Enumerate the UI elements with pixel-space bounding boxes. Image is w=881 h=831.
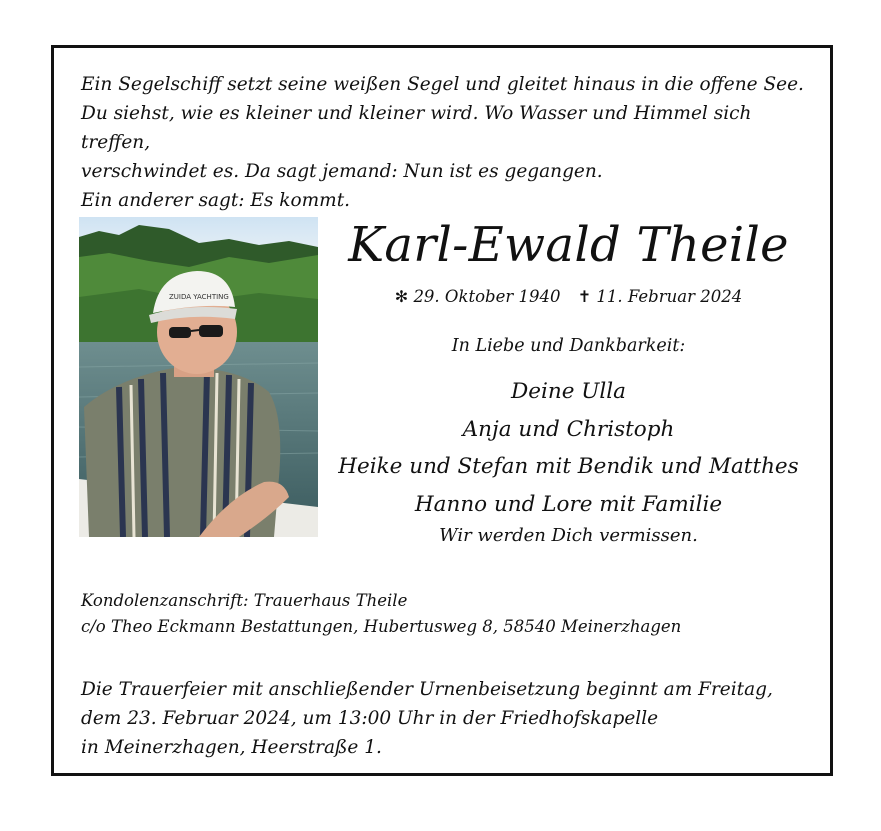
obituary-frame: [51, 45, 833, 776]
death-date: 11. Februar 2024: [596, 287, 743, 306]
poem-line: Ein Segelschiff setzt seine weißen Segel und gleitet hinaus in die offene See.: [81, 74, 804, 95]
condolence-address: [81, 588, 681, 640]
deceased-name: Karl-Ewald Theile: [348, 217, 789, 273]
birth-star-icon: ✻: [394, 287, 409, 306]
family-member: Deine Ulla: [511, 379, 626, 404]
family-list: [336, 373, 801, 523]
poem: [81, 70, 821, 215]
cap-text: ZUIDA YACHTING: [169, 293, 229, 301]
family-member: Heike und Stefan mit Bendik und Matthes: [338, 454, 799, 479]
address-line: c/o Theo Eckmann Bestattungen, Hubertusweg 8, 58540 Meinerzhagen: [81, 617, 682, 636]
address-line: Kondolenzanschrift: Trauerhaus Theile: [81, 591, 408, 610]
service-line: in Meinerzhagen, Heerstraße 1.: [81, 737, 382, 758]
service-line: dem 23. Februar 2024, um 13:00 Uhr in der Friedhofskapelle: [81, 708, 659, 729]
portrait-illustration: [79, 217, 318, 537]
family-member: Hanno und Lore mit Familie: [414, 491, 723, 517]
portrait-photo: [79, 217, 318, 537]
poem-line: Du siehst, wie es kleiner und kleiner wird. Wo Wasser und Himmel sich treffen,: [81, 103, 752, 153]
birth-date: 29. Oktober 1940: [413, 287, 561, 306]
death-cross-icon: ✝: [577, 287, 592, 306]
poem-line: verschwindet es. Da sagt jemand: Nun ist es gegangen.: [81, 161, 603, 182]
funeral-service-info: [81, 675, 773, 762]
tribute-line: In Liebe und Dankbarkeit:: [451, 336, 686, 356]
family-member: Anja und Christoph: [462, 416, 675, 442]
poem-line: Ein anderer sagt: Es kommt.: [81, 190, 351, 211]
closing-line: Wir werden Dich vermissen.: [439, 525, 698, 546]
life-dates: [336, 286, 801, 308]
service-line: Die Trauerfeier mit anschließender Urnenbeisetzung beginnt am Freitag,: [81, 679, 773, 700]
